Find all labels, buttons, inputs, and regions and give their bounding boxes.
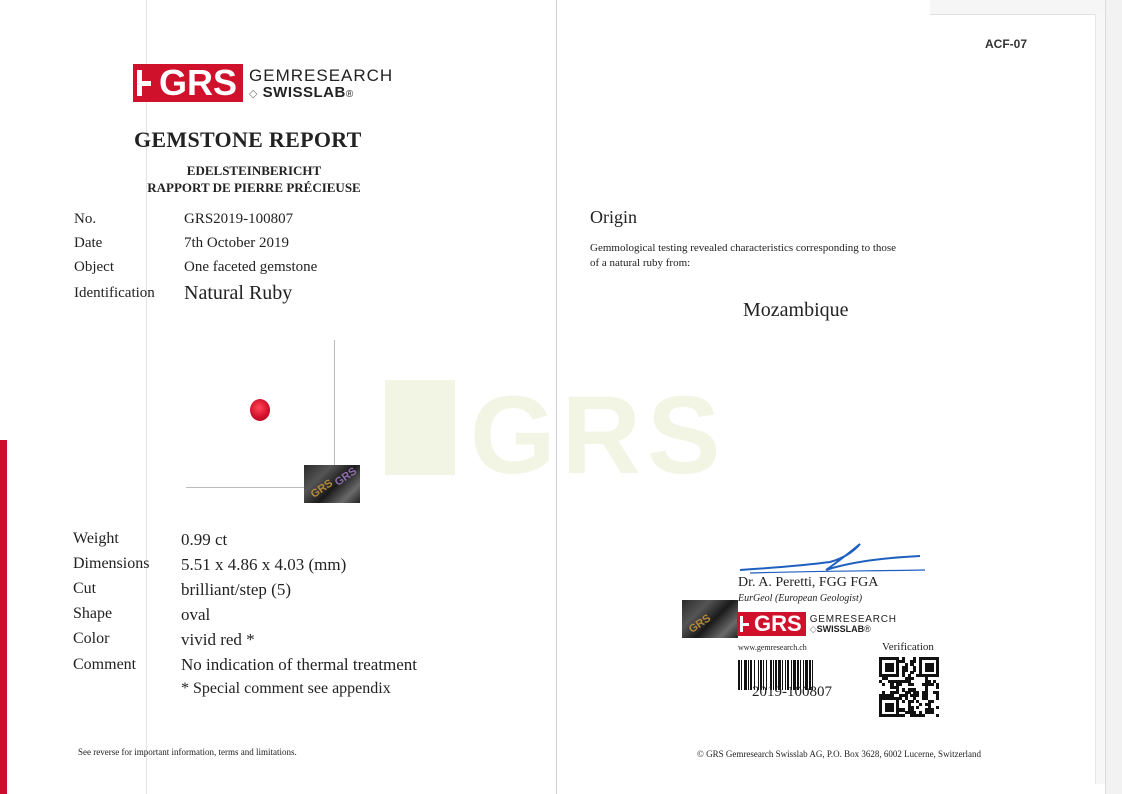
cross-icon [740, 616, 749, 632]
logo-line1: GEMRESEARCH [249, 65, 394, 85]
watermark-cross-icon [385, 380, 455, 475]
origin-heading: Origin [590, 207, 637, 227]
grs-logo-small: GRS GEMRESEARCH ◇SWISSLAB® [737, 612, 897, 636]
signatory-name: Dr. A. Peretti, FGG FGA [738, 575, 879, 590]
red-page-edge [0, 440, 7, 794]
logo-line2: ◇ SWISSLAB® [249, 83, 354, 101]
footer-left-note: See reverse for important information, terms and limitations. [78, 747, 297, 757]
report-subtitle-fr: RAPPORT DE PIERRE PRÉCIEUSE [147, 180, 361, 195]
origin-text-line1: Gemmological testing revealed characteristics corresponding to those [590, 242, 897, 254]
website-url[interactable]: www.gemresearch.ch [738, 643, 807, 652]
field-label-identification: Identification [74, 285, 155, 301]
footer-right-copyright: © GRS Gemresearch Swisslab AG, P.O. Box 3628, 6002 Lucerne, Switzerland [697, 749, 982, 759]
right-page-edge [1105, 0, 1122, 794]
special-comment-note: * Special comment see appendix [181, 680, 391, 697]
grs-logo-text: GRS [159, 62, 238, 103]
sheet-top-edge [930, 0, 1106, 15]
detail-value-shape: oval [181, 605, 211, 624]
detail-value-comment: No indication of thermal treatment [181, 655, 418, 674]
grs-logo-name [249, 67, 393, 100]
diamond-icon: ◇ [809, 623, 817, 634]
field-value-no: GRS2019-100807 [184, 211, 294, 227]
inner-fold-line [146, 0, 147, 794]
ruby-photo [250, 399, 270, 421]
detail-label-dimensions: Dimensions [73, 555, 150, 572]
report-title: GEMSTONE REPORT [134, 127, 362, 152]
verification-qr-code[interactable] [879, 657, 939, 717]
photo-guide-vertical [334, 340, 335, 485]
detail-label-weight: Weight [73, 530, 119, 547]
signature [730, 540, 930, 580]
cross-icon [137, 70, 151, 96]
field-label-object: Object [74, 259, 114, 275]
field-value-identification: Natural Ruby [184, 282, 293, 304]
origin-text-line2: of a natural ruby from: [590, 257, 691, 269]
corner-code: ACF-07 [985, 37, 1028, 51]
detail-label-comment: Comment [73, 656, 137, 673]
verification-label: Verification [882, 641, 934, 653]
hologram-seal: GRS GRS [304, 465, 360, 503]
barcode-number: 2019-100807 [752, 684, 832, 700]
signatory-title: EurGeol (European Geologist) [738, 593, 863, 604]
grs-logo [133, 64, 393, 102]
detail-value-dimensions: 5.51 x 4.86 x 4.03 (mm) [181, 555, 347, 574]
field-label-no: No. [74, 211, 97, 227]
detail-value-cut: brilliant/step (5) [181, 580, 292, 599]
hologram-seal-small: GRS [682, 600, 738, 638]
grs-logo-mark-small: GRS [737, 612, 806, 636]
field-value-date: 7th October 2019 [184, 235, 289, 251]
report-subtitle-de: EDELSTEINBERICHT [186, 163, 322, 178]
detail-label-cut: Cut [73, 580, 97, 597]
detail-value-color: vivid red * [181, 630, 255, 649]
grs-logo-mark [133, 64, 243, 102]
origin-country: Mozambique [743, 299, 849, 321]
field-label-date: Date [74, 235, 103, 251]
detail-value-weight: 0.99 ct [181, 530, 228, 549]
detail-label-shape: Shape [73, 605, 113, 622]
diamond-icon: ◇ [249, 87, 258, 100]
watermark-text: GRS [470, 374, 727, 497]
detail-label-color: Color [73, 630, 110, 647]
field-value-object: One faceted gemstone [184, 259, 318, 275]
